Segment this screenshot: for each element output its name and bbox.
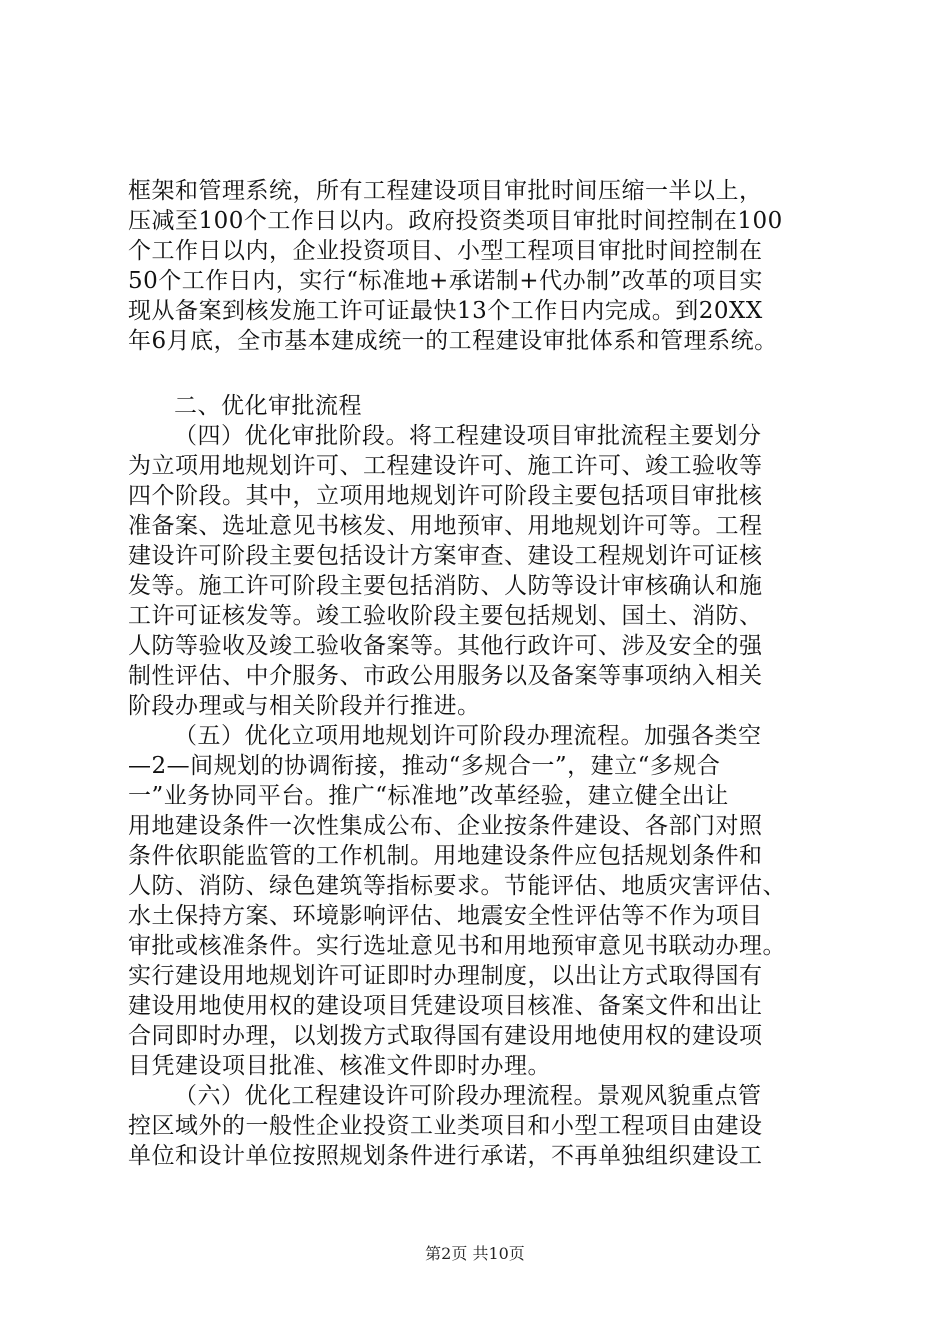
body-line: 压减至100个工作日以内。政府投资类项目审批时间控制在100 (128, 208, 783, 234)
body-line: 个工作日以内，企业投资项目、小型工程项目审批时间控制在 (128, 238, 763, 264)
body-line: 50个工作日内，实行“标准地+承诺制+代办制”改革的项目实 (128, 268, 763, 294)
body-line: 实行建设用地规划许可证即时办理制度，以出让方式取得国有 (128, 963, 763, 989)
body-line: 发等。施工许可阶段主要包括消防、人防等设计审核确认和施 (128, 573, 763, 599)
paragraph-first-line: （五）优化立项用地规划许可阶段办理流程。加强各类空 (174, 723, 762, 749)
body-line: 准备案、选址意见书核发、用地预审、用地规划许可等。工程 (128, 513, 763, 539)
body-line: 目凭建设项目批准、核准文件即时办理。 (128, 1053, 551, 1079)
body-line: 人防等验收及竣工验收备案等。其他行政许可、涉及安全的强 (128, 633, 763, 659)
body-line: 制性评估、中介服务、市政公用服务以及备案等事项纳入相关 (128, 663, 763, 689)
paragraph-gap (128, 356, 840, 391)
body-line: 框架和管理系统，所有工程建设项目审批时间压缩一半以上， (128, 178, 763, 204)
body-line: 水土保持方案、环境影响评估、地震安全性评估等不作为项目 (128, 903, 763, 929)
body-line: 阶段办理或与相关阶段并行推进。 (128, 693, 481, 719)
body-line: 单位和设计单位按照规划条件进行承诺，不再单独组织建设工 (128, 1143, 763, 1169)
section-heading: 二、优化审批流程 (174, 393, 362, 419)
body-line: 建设用地使用权的建设项目凭建设项目核准、备案文件和出让 (128, 993, 763, 1019)
body-line: 为立项用地规划许可、工程建设许可、施工许可、竣工验收等 (128, 453, 763, 479)
body-line: 建设许可阶段主要包括设计方案审查、建设工程规划许可证核 (128, 543, 763, 569)
body-line: 合同即时办理，以划拨方式取得国有建设用地使用权的建设项 (128, 1023, 763, 1049)
body-line: 四个阶段。其中，立项用地规划许可阶段主要包括项目审批核 (128, 483, 763, 509)
body-line: —2—间规划的协调衔接，推动“多规合一”，建立“多规合 (128, 753, 721, 779)
body-line: 人防、消防、绿色建筑等指标要求。节能评估、地质灾害评估、 (128, 873, 786, 899)
page-number-footer: 第2页 共10页 (425, 1244, 525, 1263)
body-line: 审批或核准条件。实行选址意见书和用地预审意见书联动办理。 (128, 933, 786, 959)
body-line: 控区域外的一般性企业投资工业类项目和小型工程项目由建设 (128, 1113, 763, 1139)
paragraph-first-line: （六）优化工程建设许可阶段办理流程。景观风貌重点管 (174, 1083, 762, 1109)
body-line: 一”业务协同平台。推广“标准地”改革经验，建立健全出让 (128, 783, 729, 809)
body-line: 年6月底，全市基本建成统一的工程建设审批体系和管理系统。 (128, 328, 778, 354)
body-line: 工许可证核发等。竣工验收阶段主要包括规划、国土、消防、 (128, 603, 763, 629)
body-line: 现从备案到核发施工许可证最快13个工作日内完成。到20XX (128, 298, 763, 324)
paragraph-first-line: （四）优化审批阶段。将工程建设项目审批流程主要划分 (174, 423, 762, 449)
body-line: 用地建设条件一次性集成公布、企业按条件建设、各部门对照 (128, 813, 763, 839)
document-body (128, 176, 840, 1171)
body-line: 条件依职能监管的工作机制。用地建设条件应包括规划条件和 (128, 843, 763, 869)
